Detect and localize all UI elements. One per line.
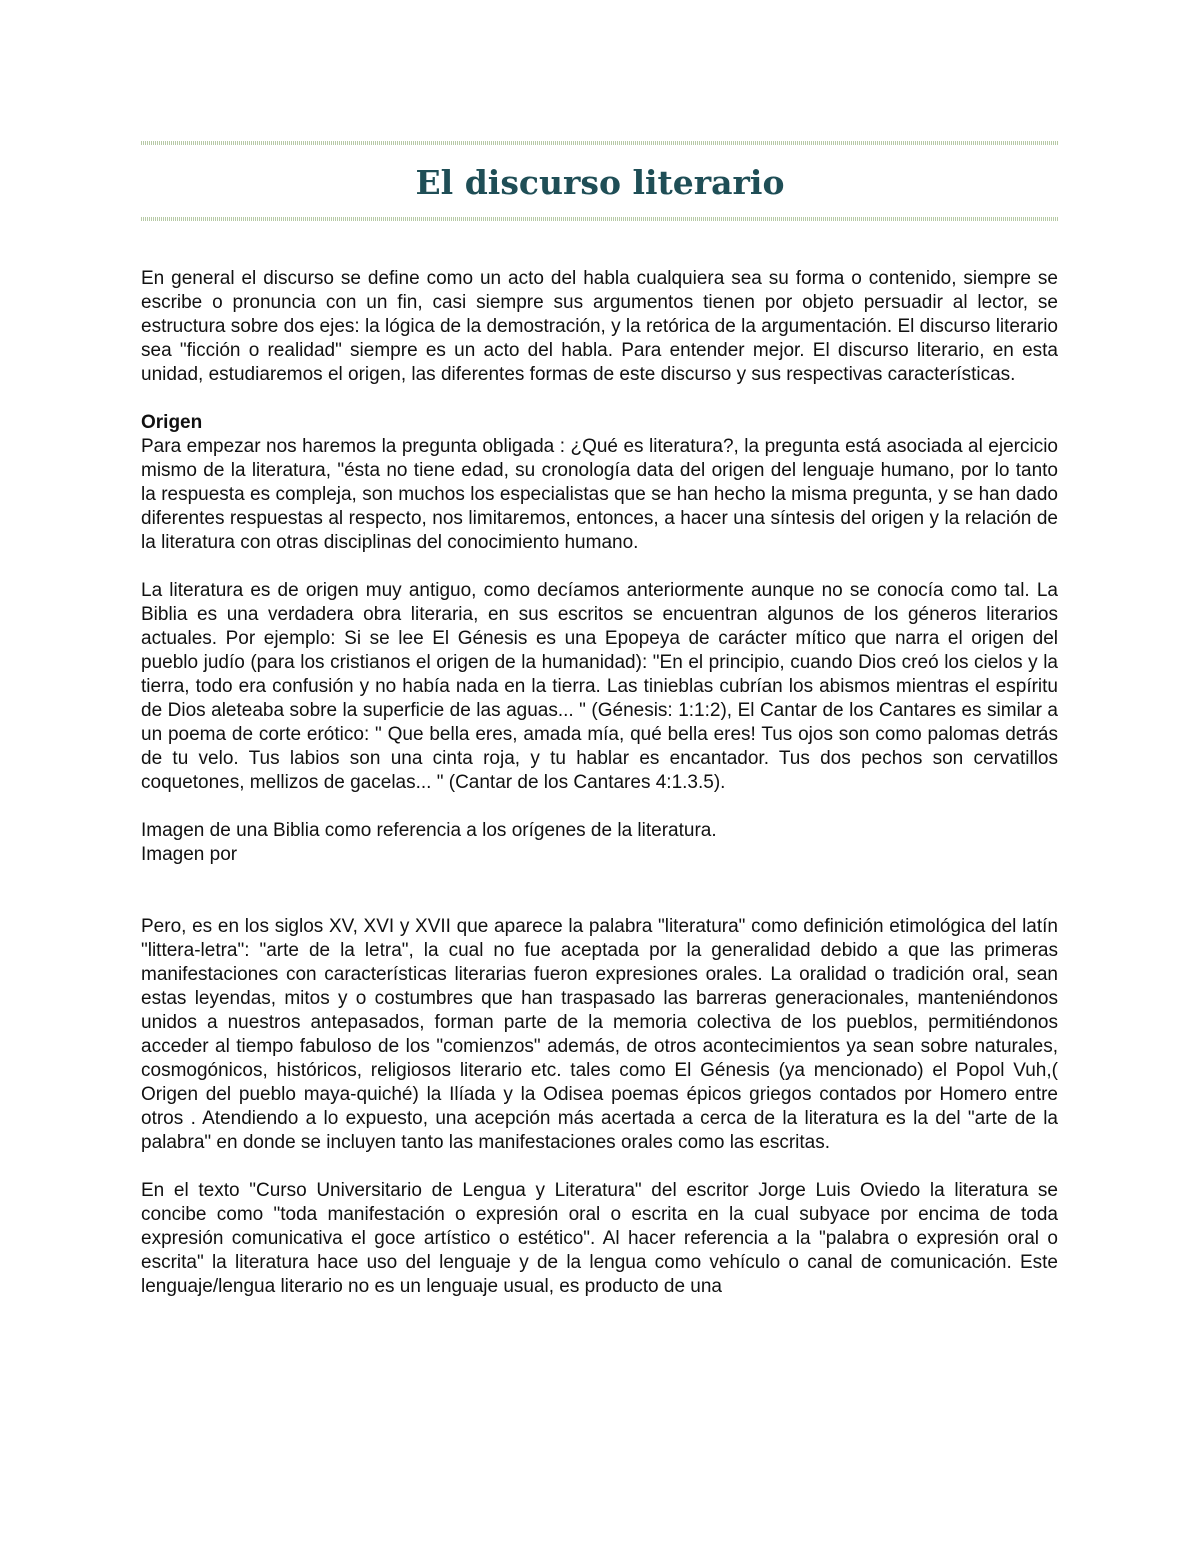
origen-paragraph-2: La literatura es de origen muy antiguo, como decíamos anteriormente aunque no se conocía como tal. La Biblia es una verdadera obra literaria, en sus escritos se encuentran algunos de los géneros literarios actuales. Por ejemplo: Si se lee El Génesis es una Epopeya de carácter mítico que narra el origen del pueblo judío (para los cristianos el origen de la humanidad): "En el principio, cuando Dios creó los cielos y la tierra, todo era confusión y no había nada en la tierra. Las tinieblas cubrían los abismos mientras el espíritu de Dios aleteaba sobre la superficie de las aguas... " (Génesis: 1:1:2), El Cantar de los Cantares es similar a un poema de corte erótico: " Que bella eres, amada mía, qué bella eres! Tus ojos son como palomas detrás de tu velo. Tus labios son una cinta roja, y tu hablar es encantador. Tus dos pechos son cervatillos coquetones, mellizos de gacelas... " (Cantar de los Cantares 4:1.3.5). bbox=[141, 580, 1058, 793]
title-top-rule bbox=[141, 141, 1059, 145]
image-caption: Imagen de una Biblia como referencia a los orígenes de la literatura. bbox=[141, 820, 717, 841]
section-heading-origen: Origen bbox=[141, 412, 203, 433]
origen-paragraph-4: En el texto "Curso Universitario de Lengua y Literatura" del escritor Jorge Luis Oviedo la literatura se concibe como "toda manifestación o expresión oral o escrita en la cual subyace por encima de toda expresión comunicativa el goce artístico o estético". Al hacer referencia a la "palabra o expresión oral o escrita" la literatura hace uso del lenguaje y de la lengua como vehículo o canal de comunicación. Este lenguaje/lengua literario no es un lenguaje usual, es producto de una bbox=[141, 1180, 1058, 1297]
image-placeholder-space bbox=[141, 867, 1058, 915]
document-body bbox=[141, 267, 1058, 1299]
title-bottom-rule bbox=[141, 217, 1059, 221]
origen-paragraph-3: Pero, es en los siglos XV, XVI y XVII que aparece la palabra "literatura" como definición etimológica del latín "littera-letra": "arte de la letra", la cual no fue aceptada por la generalidad debido a que las primeras manifestaciones con características literarias fueron expresiones orales. La oralidad o tradición oral, sean estas leyendas, mitos y o costumbres que han traspasado las barreras generacionales, manteniéndonos unidos a nuestros antepasados, forman parte de la memoria colectiva de los pueblos, permitiéndonos acceder al tiempo fabuloso de los "comienzos" además, de otros acontecimientos ya sean sobre naturales, cosmogónicos, históricos, religiosos literario etc. tales como El Génesis (ya mencionado) el Popol Vuh,( Origen del pueblo maya-quiché) la Ilíada y la Odisea poemas épicos griegos contados por Homero entre otros . Atendiendo a lo expuesto, una acepción más acertada a cerca de la literatura es la del "arte de la palabra" en donde se incluyen tanto las manifestaciones orales como las escritas. bbox=[141, 916, 1058, 1153]
document-title: El discurso literario bbox=[415, 163, 785, 202]
image-credit: Imagen por bbox=[141, 844, 238, 865]
origen-paragraph-1: Para empezar nos haremos la pregunta obligada : ¿Qué es literatura?, la pregunta está asociada al ejercicio mismo de la literatura, "ésta no tiene edad, su cronología data del origen del lenguaje humano, por lo tanto la respuesta es compleja, son muchos los especialistas que se han hecho la misma pregunta, y se han dado diferentes respuestas al respecto, nos limitaremos, entonces, a hacer una síntesis del origen y la relación de la literatura con otras disciplinas del conocimiento humano. bbox=[141, 436, 1058, 553]
intro-paragraph: En general el discurso se define como un acto del habla cualquiera sea su forma o contenido, siempre se escribe o pronuncia con un fin, casi siempre sus argumentos tienen por objeto persuadir al lector, se estructura sobre dos ejes: la lógica de la demostración, y la retórica de la argumentación. El discurso literario sea "ficción o realidad" siempre es un acto del habla. Para entender mejor. El discurso literario, en esta unidad, estudiaremos el origen, las diferentes formas de este discurso y sus respectivas características. bbox=[141, 268, 1058, 385]
